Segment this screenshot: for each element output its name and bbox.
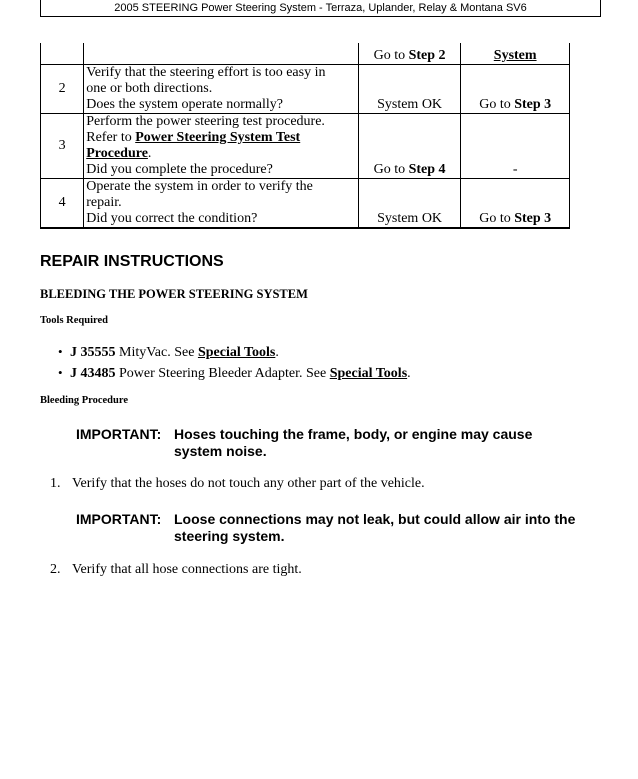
step-link[interactable]: Step 3	[514, 96, 552, 112]
tools-list	[58, 342, 411, 384]
action-cell: Perform the power steering test procedure. Refer to Power Steering System Test Procedure. Did you complete the procedure?	[84, 113, 359, 178]
subsection-title: BLEEDING THE POWER STEERING SYSTEM	[40, 287, 308, 301]
table-row	[41, 178, 570, 228]
important-label: IMPORTANT:	[76, 426, 162, 442]
action-cell: Operate the system in order to verify the repair. Did you correct the condition?	[84, 178, 359, 228]
yes-cell: System OK	[358, 178, 461, 228]
tools-heading: Tools Required	[40, 315, 108, 326]
step-number: 3	[41, 113, 84, 178]
no-cell: Go to Step 3	[461, 178, 570, 228]
yes-cell: Go to Step 4	[358, 113, 461, 178]
page-header: 2005 STEERING Power Steering System - Terraza, Uplander, Relay & Montana SV6	[40, 0, 601, 17]
yes-cell: System OK	[358, 64, 461, 113]
step-link[interactable]: Step 2	[408, 47, 446, 63]
section-title: REPAIR INSTRUCTIONS	[40, 253, 224, 270]
test-procedure-link-cont[interactable]: Procedure	[86, 145, 148, 161]
procedure-step: 1. Verify that the hoses do not touch any other part of the vehicle.	[50, 476, 425, 491]
test-procedure-link[interactable]: Power Steering System Test	[135, 129, 301, 145]
procedure-heading: Bleeding Procedure	[40, 395, 128, 406]
action-cell: Verify that the steering effort is too easy in one or both directions. Does the system operate normally?	[84, 64, 359, 113]
diagnostic-table	[40, 43, 570, 229]
no-cell: Go to Step 3	[461, 64, 570, 113]
list-item: • J 35555 MityVac. See Special Tools.	[58, 342, 411, 363]
important-label: IMPORTANT:	[76, 511, 162, 527]
step-link[interactable]: Step 4	[408, 161, 446, 177]
step-number: 4	[41, 178, 84, 228]
step-link[interactable]: Step 3	[514, 210, 552, 226]
list-item: • J 43485 Power Steering Bleeder Adapter. See Special Tools.	[58, 363, 411, 384]
yes-cell: Go to Step 2	[358, 43, 461, 64]
important-text: Hoses touching the frame, body, or engine may cause system noise.	[174, 426, 533, 459]
step-number: 2	[41, 64, 84, 113]
table-row	[41, 43, 570, 64]
important-note	[76, 511, 584, 545]
important-note	[76, 426, 584, 460]
special-tools-link[interactable]: Special Tools	[197, 345, 276, 360]
table-row	[41, 64, 570, 113]
important-text: Loose connections may not leak, but could allow air into the steering system.	[174, 511, 576, 544]
no-cell: System	[461, 43, 570, 64]
table-row	[41, 113, 570, 178]
special-tools-link[interactable]: Special Tools	[329, 366, 408, 381]
no-cell: -	[461, 113, 570, 178]
procedure-step: 2. Verify that all hose connections are tight.	[50, 562, 302, 577]
